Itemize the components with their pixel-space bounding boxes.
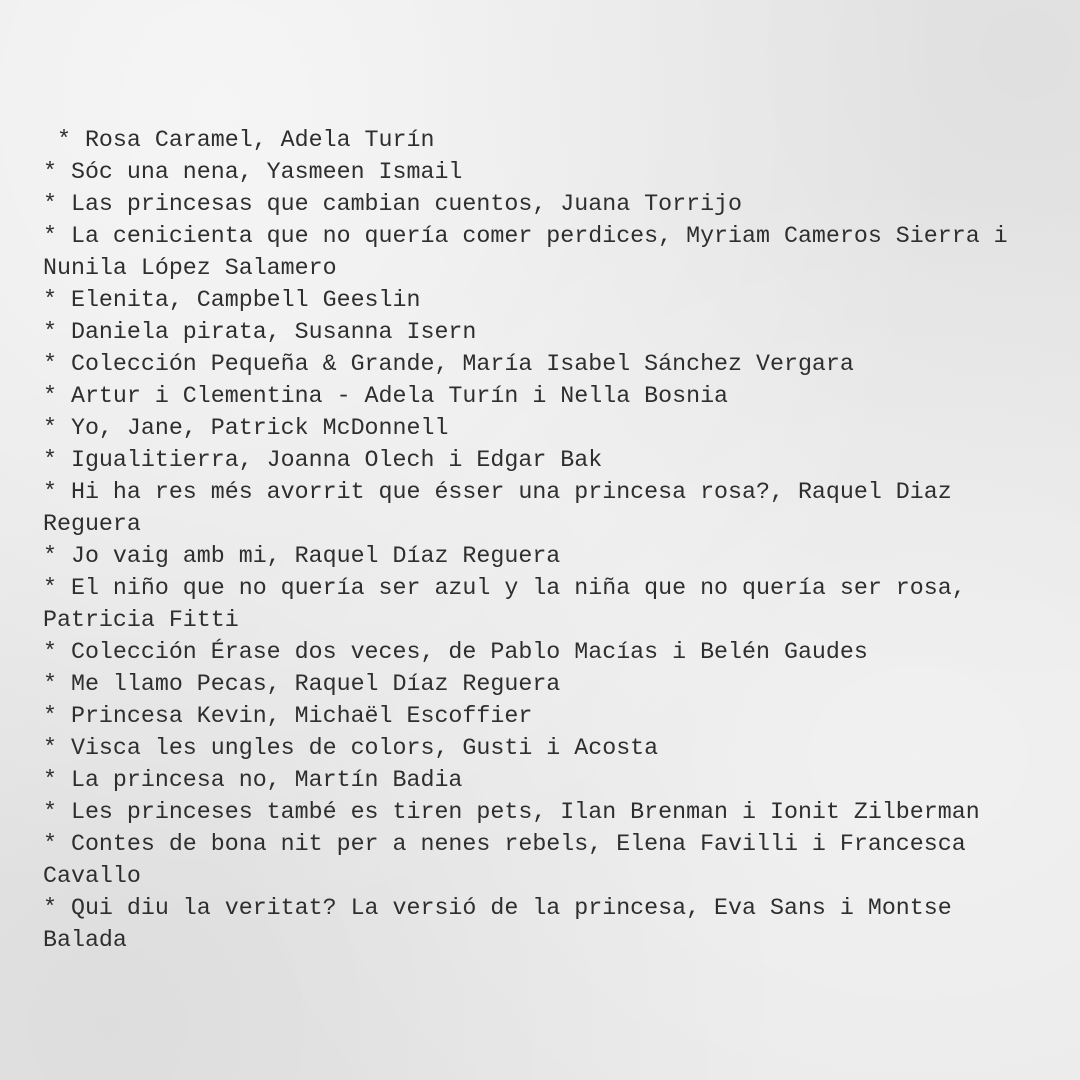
list-item: * Visca les ungles de colors, Gusti i Acosta — [43, 735, 659, 761]
list-item: * La princesa no, Martín Badia — [43, 767, 463, 793]
list-item: * Jo vaig amb mi, Raquel Díaz Reguera — [43, 543, 561, 569]
list-item: * Rosa Caramel, Adela Turín — [43, 127, 435, 153]
list-item: * Artur i Clementina - Adela Turín i Nella Bosnia — [43, 383, 729, 409]
list-item: * Elenita, Campbell Geeslin — [43, 287, 421, 313]
list-item: * Me llamo Pecas, Raquel Díaz Reguera — [43, 671, 561, 697]
book-list — [43, 124, 1021, 956]
list-item: * La cenicienta que no quería comer perdices, Myriam Cameros Sierra i Nunila López Salamero — [43, 223, 1022, 281]
list-item: * Colección Érase dos veces, de Pablo Macías i Belén Gaudes — [43, 639, 868, 665]
list-item: * Colección Pequeña & Grande, María Isabel Sánchez Vergara — [43, 351, 854, 377]
list-item: * Las princesas que cambian cuentos, Juana Torrijo — [43, 191, 743, 217]
list-item: * Princesa Kevin, Michaël Escoffier — [43, 703, 533, 729]
list-item: * Sóc una nena, Yasmeen Ismail — [43, 159, 463, 185]
list-item: * Daniela pirata, Susanna Isern — [43, 319, 477, 345]
list-item: * Qui diu la veritat? La versió de la princesa, Eva Sans i Montse Balada — [43, 895, 966, 953]
list-item: * Yo, Jane, Patrick McDonnell — [43, 415, 449, 441]
list-item: * Hi ha res més avorrit que ésser una princesa rosa?, Raquel Diaz Reguera — [43, 479, 966, 537]
list-item: * Contes de bona nit per a nenes rebels, Elena Favilli i Francesca Cavallo — [43, 831, 980, 889]
list-item: * Les princeses també es tiren pets, Ilan Brenman i Ionit Zilberman — [43, 799, 980, 825]
list-item: * Igualitierra, Joanna Olech i Edgar Bak — [43, 447, 603, 473]
list-item: * El niño que no quería ser azul y la niña que no quería ser rosa, Patricia Fitti — [43, 575, 980, 633]
